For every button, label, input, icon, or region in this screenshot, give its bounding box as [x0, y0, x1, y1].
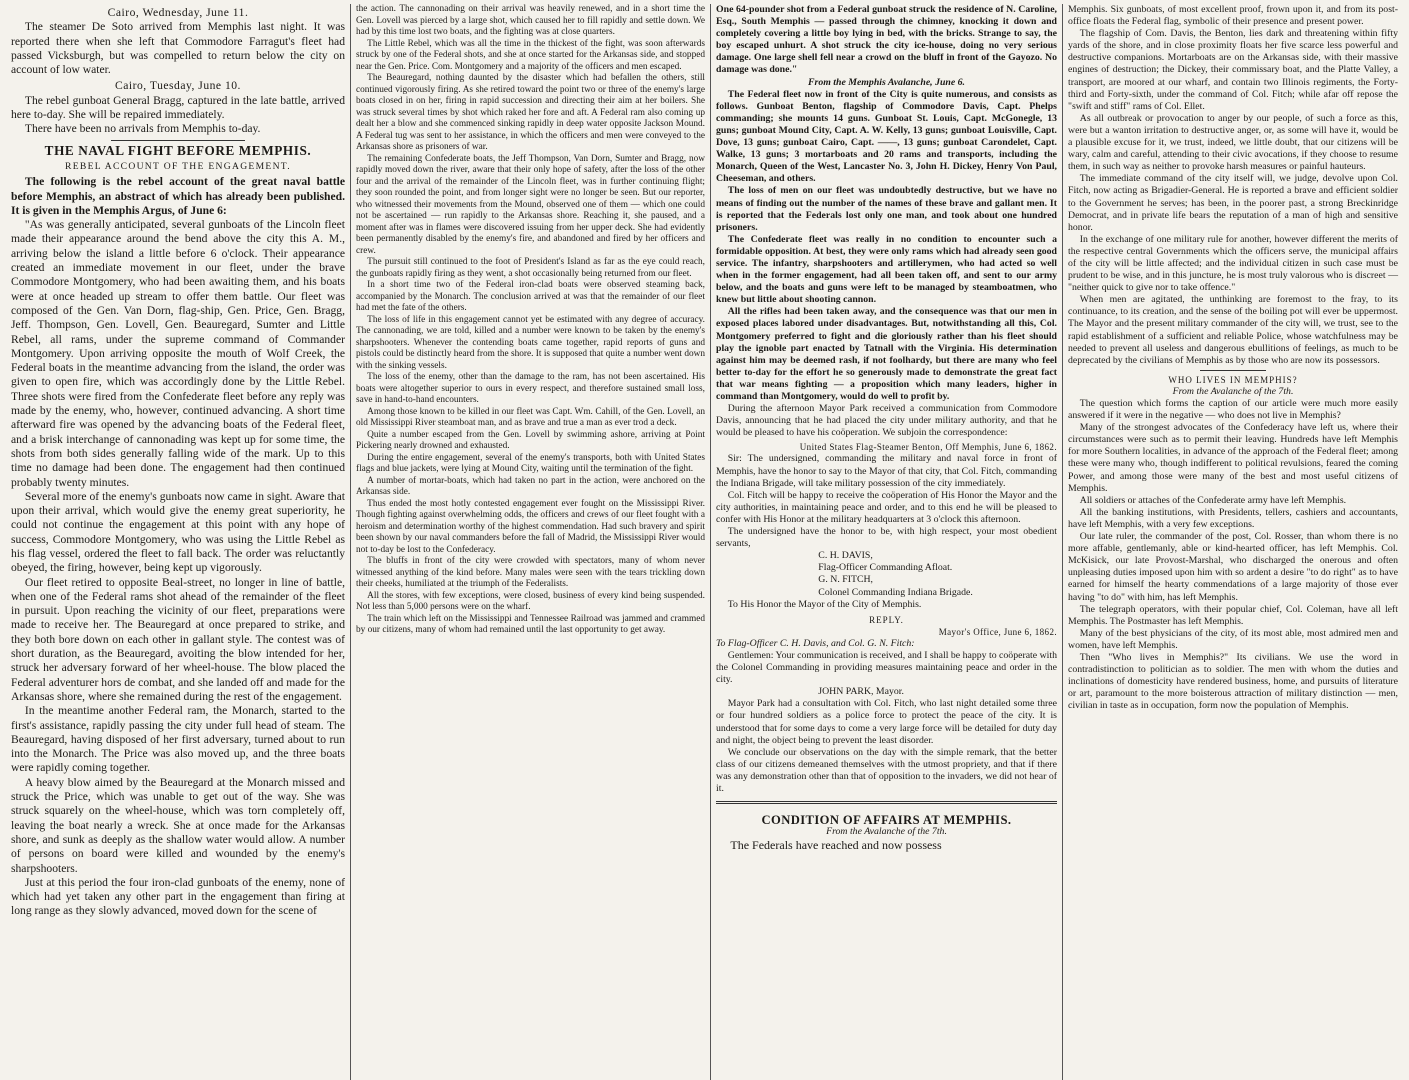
paragraph: Several more of the enemy's gunboats now came in sight. Aware that upon their arrival, which would give the enemy great superiority, he could not continue the engagement at this point with any hope of success, Commodore Montgomery, who was using the Little Rebel as his flag vessel, ordered the fleet to fall back. The order was reluctantly obeyed, the firing, however, being kept up vigorously. [11, 489, 345, 575]
letter-paragraph: The undersigned have the honor to be, with high respect, your most obedient servants, [716, 526, 1057, 550]
signature-fitch: G. N. FITCH, [818, 574, 873, 586]
paragraph: The bluffs in front of the city were crowded with spectators, many of whom never witnessed anything of the kind before. Many males were seen with the tears trickling down their cheeks, humiliated at the triumph of the Federalists. [356, 556, 705, 589]
paragraph: Mayor Park had a consultation with Col. Fitch, who last night detailed some three or four hundred soldiers as a police force to protect the peace of the city. It is understood that for some days to come a very large force will be detailed for duty day and night, the object being to prevent the least disorder. [716, 698, 1057, 746]
headline-who-lives-in-memphis: WHO LIVES IN MEMPHIS? [1168, 374, 1298, 385]
paragraph: As all outbreak or provocation to anger by our people, of such a force as this, were but a wanton irritation to destructive anger, or, as some will have it, would be a plausible excuse for it, we trust, indeed, we little doubt, that our citizens will be wary, calm and careful, attending to their civic avocations, if they choose to resume them, in such way as neither to provoke harsh measures or painful hauteurs. [1068, 112, 1398, 173]
signature-fitch-title: Colonel Commanding Indiana Brigade. [818, 586, 973, 598]
paragraph: Among those known to be killed in our fleet was Capt. Wm. Cahill, of the Gen. Lovell, an old Mississippi River steamboat man, and as brave and true a man as ever trod a deck. [356, 406, 705, 428]
paragraph: There have been no arrivals from Memphis to-day. [24, 122, 261, 136]
paragraph: The loss of men on our fleet was undoubtedly destructive, but we have no means of finding out the number of the names of these brave and gallant men. It is reported that the Federals lost only one man, and took about one hundred prisoners. [716, 185, 1057, 233]
paragraph: The loss of life in this engagement cannot yet be estimated with any degree of accuracy. The cannonading, we are told, killed and a number were known to be taken by the enemy's sharpshooters. Whenever the contending boats came together, rapid reports of guns and pistols could be distinctly heard from the shore. It is supposed that quite a number went down with the sinking vessels. [356, 314, 705, 371]
addressee: To His Honor the Mayor of the City of Memphis. [727, 598, 922, 610]
paragraph: the action. The cannonading on their arrival was heavily renewed, and in a short time the Gen. Lovell was pierced by a large shot, which caused her to fill rapidly and settle down. We had by this time lost two boats, and the fighting was at close quarters. [356, 4, 705, 37]
paragraph: The flagship of Com. Davis, the Benton, lies dark and threatening within fifty yards of the shore, and in close proximity floats her five scarce less powerful and destructive companions. Mortarboats are on the Arkansas side, with their massive engines of destruction; the Dickey, their commissary boat, and the Platte Valley, a transport, are moored at our wharf, and contain two Illinois regiments, the Forty-third and Forty-sixth, under the command of Col. Fitch; while afar off repose the "swift and stiff" rams of Col. Ellet. [1068, 28, 1398, 112]
divider-rule [1200, 370, 1266, 371]
letterhead: United States Flag-Steamer Benton, Off Memphis, June 6, 1862. [799, 442, 1057, 453]
paragraph: In a short time two of the Federal iron-clad boats were observed steaming back, accompanied by the Monarch. The conclusion arrived at was that the remainder of our fleet had met the fate of the others. [356, 280, 705, 313]
reply-office: Mayor's Office, June 6, 1862. [938, 626, 1057, 637]
paragraph: One 64-pounder shot from a Federal gunboat struck the residence of N. Caroline, Esq., South Memphis — passed through the chimney, knocking it down and completely covering a little boy lying in bed, with the bricks. Strange to say, the boy escaped unhurt. A shot struck the city ice-house, doing no very serious damage. One large shell fell near a crowd on the bluff in front of the Gayozo. No damage was done." [716, 4, 1057, 76]
column-2 [350, 4, 710, 1080]
paragraph: "As was generally anticipated, several gunboats of the Lincoln fleet made their appearance around the bend above the city this A. M., arriving below the island a little before 6 o'clock. Their appearance created an immediate movement in our fleet, under the brave Commodore Montgomery, who had been awaiting them, and his boats were at once headed up stream to offer them battle. Our fleet was composed of the Gen. Van Dorn, flag-ship, Gen. Price, Gen. Bragg, Jeff. Thompson, Gen. Lovell, Gen. Beauregard, Sumter and Little Rebel, all rams, under the supreme command of Commander Montgomery. Upon arriving opposite the mouth of Wolf Creek, the Federal boats in the meantime advancing from the island, the order was given to open fire, which was accordingly done by the Little Rebel. Three shots were fired from the Confederate fleet before any reply was made by the enemy, who, however, continued advancing. A short time afterward fire was opened by the advancing boats of the Federal fleet, and a brisk interchange of cannonading was kept up for some time, the shots from both sides generally falling wide of the mark. Up to this time no damage had been done. The engagement had then continued probably twenty minutes. [11, 218, 345, 489]
paragraph: Then "Who lives in Memphis?" Its civilians. We use the word in contradistinction to politician as to soldier. The men with whom the duties and inclinations of domesticity have rendered business, home, and pursuits of literature or art, paramount to the more boisterous attraction of military distinction — men, civilian in taste as in occupation, form now the population of Memphis. [1068, 651, 1398, 712]
paragraph: Quite a number escaped from the Gen. Lovell by swimming ashore, arriving at Point Pickering nearly drowned and exhausted. [356, 429, 705, 451]
paragraph: All the rifles had been taken away, and the consequence was that our men in exposed places labored under disadvantages. But, notwithstanding all this, Col. Montgomery preferred to fight and die gloriously rather than his fleet should play the ignoble part enacted by Tatnall with the Virginia. His determination against him may be deemed rash, if not foolhardy, but there are many who feel better to-day for the effort he so generously made to demonstrate the great fact that war means fighting — a proposition which many leaders, higher in command than Montgomery, would do well to profit by. [716, 306, 1057, 402]
paragraph: During the entire engagement, several of the enemy's transports, both with United States flags and blue jackets, were lying at Mound City, waiting until the termination of the fight. [356, 452, 705, 474]
paragraph: Many of the strongest advocates of the Confederacy have left us, where their circumstances were such as to permit their leaving. Hundreds have left Memphis for more Southern localities, in advance of the approach of the Federal fleet; among these were many who, though indifferent to political revulsions, feared the coming Power, and among those were many of the best and most useful citizens of Memphis. [1068, 422, 1398, 494]
paragraph: Our fleet retired to opposite Beal-street, no longer in line of battle, when one of the Federal rams shot ahead of the remainder of the fleet in pursuit. Upon reaching the vicinity of our fleet, preparations were made to receive her. The Beauregard at once prepared to strike, and they both bore down on each other in gallant style. The contest was of short duration, as the Beauregard, avoiting the blow intended for her, struck her adversary forward of her wheel-house. The blow placed the Federal adventurer hors de combat, and she landed off and made for the Arkansas shore, where she remained during the rest of the engagement. [11, 575, 345, 703]
letter-paragraph: Gentlemen: Your communication is received, and I shall be happy to coöperate with the Colonel Commanding in providing measures maintaining peace and order in the city. [716, 649, 1057, 686]
paragraph: The Federals have reached and now possess [730, 838, 942, 853]
paragraph: The train which left on the Mississippi and Tennessee Railroad was jammed and crammed by our citizens, many of whom had remained until the last opportunity to get away. [356, 613, 705, 635]
paragraph: All the banking institutions, with Presidents, tellers, cashiers and accountants, have left Memphis, with a very few exceptions. [1068, 506, 1398, 530]
dateline-cairo-june-10: Cairo, Tuesday, June 10. [115, 79, 241, 93]
paragraph: The rebel gunboat General Bragg, captured in the late battle, arrived here to-day. She will be repaired immediately. [11, 93, 345, 122]
column-4 [1062, 4, 1403, 1080]
paragraph: All the stores, with few exceptions, were closed, business of every kind being suspended. Not less than 5,000 persons were on the wharf. [356, 590, 705, 612]
signature-davis-title: Flag-Officer Commanding Afloat. [818, 562, 953, 574]
paragraph: During the afternoon Mayor Park received a communication from Commodore Davis, announcing that he had placed the city under military authority, and that he would be pleased to have his coöperation. We subjoin the correspondence: [716, 403, 1057, 439]
signature-davis: C. H. DAVIS, [818, 550, 873, 562]
reply-heading: REPLY. [869, 614, 904, 625]
paragraph: Many of the best physicians of the city, of its most able, most admired men and women, have left Memphis. [1068, 627, 1398, 651]
paragraph: We conclude our observations on the day with the simple remark, that the better class of our citizens demeaned themselves with the utmost propriety, and that if there was any demonstration other than that of opposition to the invaders, we did not hear of it. [716, 746, 1057, 794]
signature-park: JOHN PARK, Mayor. [818, 686, 904, 698]
paragraph: The question which forms the caption of our article were much more easily answered if it were in the negative — who does not live in Memphis? [1068, 398, 1398, 422]
paragraph: The Confederate fleet was really in no condition to encounter such a formidable opposition. At best, they were only rams which had already seen good service. The infantry, sharpshooters and artillerymen, who had acted so well when in the former engagement, had all been taken off, and sent to our army below, and the boats and guns were left to be managed by steamboatmen, who knew but little about shooting cannon. [716, 233, 1057, 306]
source-line: From the Memphis Avalanche, June 6. [807, 76, 966, 88]
letter-paragraph: Sir: The undersigned, commanding the military and naval force in front of Memphis, have the honor to say to the Mayor of that city, that Col. Fitch, commanding the Indiana Brigade, will take military possession of the city immediately. [716, 453, 1057, 489]
subhead-rebel-account: REBEL ACCOUNT OF THE ENGAGEMENT. [65, 160, 291, 172]
source-line: From the Avalanche of the 7th. [826, 826, 947, 838]
paragraph: In the exchange of one military rule for another, however different the merits of the respective central Governments which the officers serve, the municipal affairs of the city will be little affected; and the individual citizen in such case must be prudent to be wise, and in this juncture, he is most truly valorous who is discreet — "neither quick to give nor to take offence." [1068, 233, 1398, 294]
source-line: From the Avalanche of the 7th. [1172, 385, 1294, 397]
paragraph: The Federal fleet now in front of the City is quite numerous, and consists as follows. Gunboat Benton, flagship of Commodore Davis, Capt. Phelps commanding; she mounts 14 guns. Gunboat St. Louis, Capt. McGonegle, 13 guns; gunboat Mound City, Capt. A. W. Kelly, 13 guns; gunboat Louisville, Capt. Dove, 13 guns; gunboat Cairo, Capt. ——, 13 guns; gunboat Carondelet, Capt. Walke, 13 guns; 3 mortarboats and 20 rams and transports, including the Monarch, Queen of the West, Lancaster No. 3, John H. Dickey, Henry Von Paul, Cheeseman, and others. [716, 88, 1057, 185]
reply-recipient: To Flag-Officer C. H. Davis, and Col. G. N. Fitch: [716, 637, 915, 649]
paragraph: In the meantime another Federal ram, the Monarch, started to the first's assistance, rapidly passing the city under full head of steam. The Beauregard, having disposed of her first adversary, turned about to run into the Monarch. The Price was also moved up, and the three boats were rapidly coming together. [11, 704, 345, 775]
paragraph: Memphis. Six gunboats, of most excellent proof, frown upon it, and from its post-office floats the Federal flag, symbolic of their presence and present power. [1068, 4, 1398, 28]
letter-paragraph: Col. Fitch will be happy to receive the coöperation of His Honor the Mayor and the city authorities, in maintaining peace and order, and to this end he will be pleased to confer with His Honor at the military headquarters at 3 o'clock this afternoon. [716, 489, 1057, 525]
paragraph: The immediate command of the city itself will, we judge, devolve upon Col. Fitch, now acting as Brigadier-General. He is reported a brave and efficient soldier to the Government he serves; has been, in the poorer past, a strong Breckinridge Democrat, and in private life bears the reputation of a man of high and sensitive honor. [1068, 173, 1398, 233]
column-3 [710, 4, 1062, 1080]
headline-condition-of-affairs: CONDITION OF AFFAIRS AT MEMPHIS. [761, 813, 1012, 828]
paragraph: Our late ruler, the commander of the post, Col. Rosser, than whom there is no more affable, gentlemanly, able or kind-hearted officer, has left Memphis. Col. McKisick, our late Provost-Marshal, who discharged the onerous and often unpleasing duties imposed upon him with so ardent a desire "to do right" as to have earned for himself the hearty commendations of a large majority of those ever having "to do" with him, has left Memphis. [1068, 531, 1398, 603]
headline-naval-fight: THE NAVAL FIGHT BEFORE MEMPHIS. [44, 142, 312, 158]
paragraph: The remaining Confederate boats, the Jeff Thompson, Van Dorn, Sumter and Bragg, now rapidly moved down the river, aware that their only hope of safety, after the loss of the other four and the arrival of the remainder of the Lincoln fleet, was in further continuing flight; they soon rounded the point, and from longer sight were no longer be seen. But our reporter, who witnessed their movements from the Mound, observed one of them — which one could not be ascertained — run rapidly to the Arkansas shore. Reaching it, she paused, and a moment after was in flames were discovered issuing from her upper deck. She had evidently been permanently disabled by the enemy's fire, and abandoned and fired by her officers and crew. [356, 153, 705, 256]
paragraph: The Beauregard, nothing daunted by the disaster which had befallen the others, still continued vigorously firing. As she retired toward the point two or three of the enemy's large boats closed in on her, firing in rapid succession and directing their aim at her boilers. She was struck several times by shot which raked her fore and aft. A Federal ram also coming up dealt her a blow and she commenced sinking rapidly in deep water opposite Jackson Mound. A Federal tug was sent to her assistance, in which the officers and men were conveyed to the Arkansas shore as prisoners of war. [356, 73, 705, 152]
dateline-cairo-june-11: Cairo, Wednesday, June 11. [107, 6, 249, 19]
paragraph: Thus ended the most hotly contested engagement ever fought on the Mississippi River. Though fighting against overwhelming odds, the officers and crews of our fleet fought with a heroism and determination worthy of the highest commendation. Had such bravery and spirit been shown by our naval commanders before the fall of Madrid, the Mississippi River would not to-day be lost to the Confederacy. [356, 498, 705, 555]
paragraph: The Little Rebel, which was all the time in the thickest of the fight, was soon afterwards struck by one of the Federal shots, and she at once started for the Arkansas side, and stopped near the Gen. Price. Com. Montgomery and a majority of the officers and men escaped. [356, 38, 705, 72]
column-1 [6, 4, 350, 1080]
paragraph: All soldiers or attaches of the Confederate army have left Memphis. [1079, 494, 1347, 506]
paragraph: The loss of the enemy, other than the damage to the ram, has not been ascertained. His boats were altogether superior to ours in every respect, and therefore sustained small loss, save in hand-to-hand encounters. [356, 372, 705, 405]
lead-paragraph: The following is the rebel account of the great naval battle before Memphis, an abstract of which has already been published. It is given in the Memphis Argus, of June 6: [11, 175, 345, 217]
section-divider [716, 801, 1057, 804]
paragraph: Just at this period the four iron-clad gunboats of the enemy, none of which had yet taken any other part in the engagement than firing at long range as they slowly advanced, moved down for the scene of [11, 875, 345, 918]
divider-rule [111, 140, 245, 141]
paragraph: A number of mortar-boats, which had taken no part in the action, were anchored on the Arkansas side. [356, 475, 705, 497]
paragraph: A heavy blow aimed by the Beauregard at the Monarch missed and struck the Price, which was unable to get out of the way. She was struck squarely on the wheel-house, which was torn completely off, leaving the boat nearly a wreck. She at once made for the Arkansas shore, and sunk as deeply as the shallow water would allow. A number of persons on board were killed and wounded by the enemy's sharpshooters. [11, 775, 345, 875]
paragraph: When men are agitated, the unthinking are foremost to the fray, to its continuance, to its creation, and the sense of the boiling pot will ever be uppermost. The Mayor and the present military commander of the city will, we trust, see to the rapid establishment of a sufficient and reliable Police, whose watchfulness may be needed to prevent all useless and dangerous ebullitions of feelings, as much to be deprecated by the civilians of Memphis as by those who are now its possessors. [1068, 294, 1398, 366]
paragraph: The pursuit still continued to the foot of President's Island as far as the eye could reach, the gunboats rapidly firing as they went, a shot occasionally being returned from our fleet. [356, 257, 705, 279]
paragraph: The steamer De Soto arrived from Memphis last night. It was reported there when she left that Commodore Farragut's fleet had passed Vicksburgh, but was compelled to return below the city on account of low water. [11, 20, 345, 77]
paragraph: The telegraph operators, with their popular chief, Col. Coleman, have all left Memphis. The Postmaster has left Memphis. [1068, 603, 1398, 627]
